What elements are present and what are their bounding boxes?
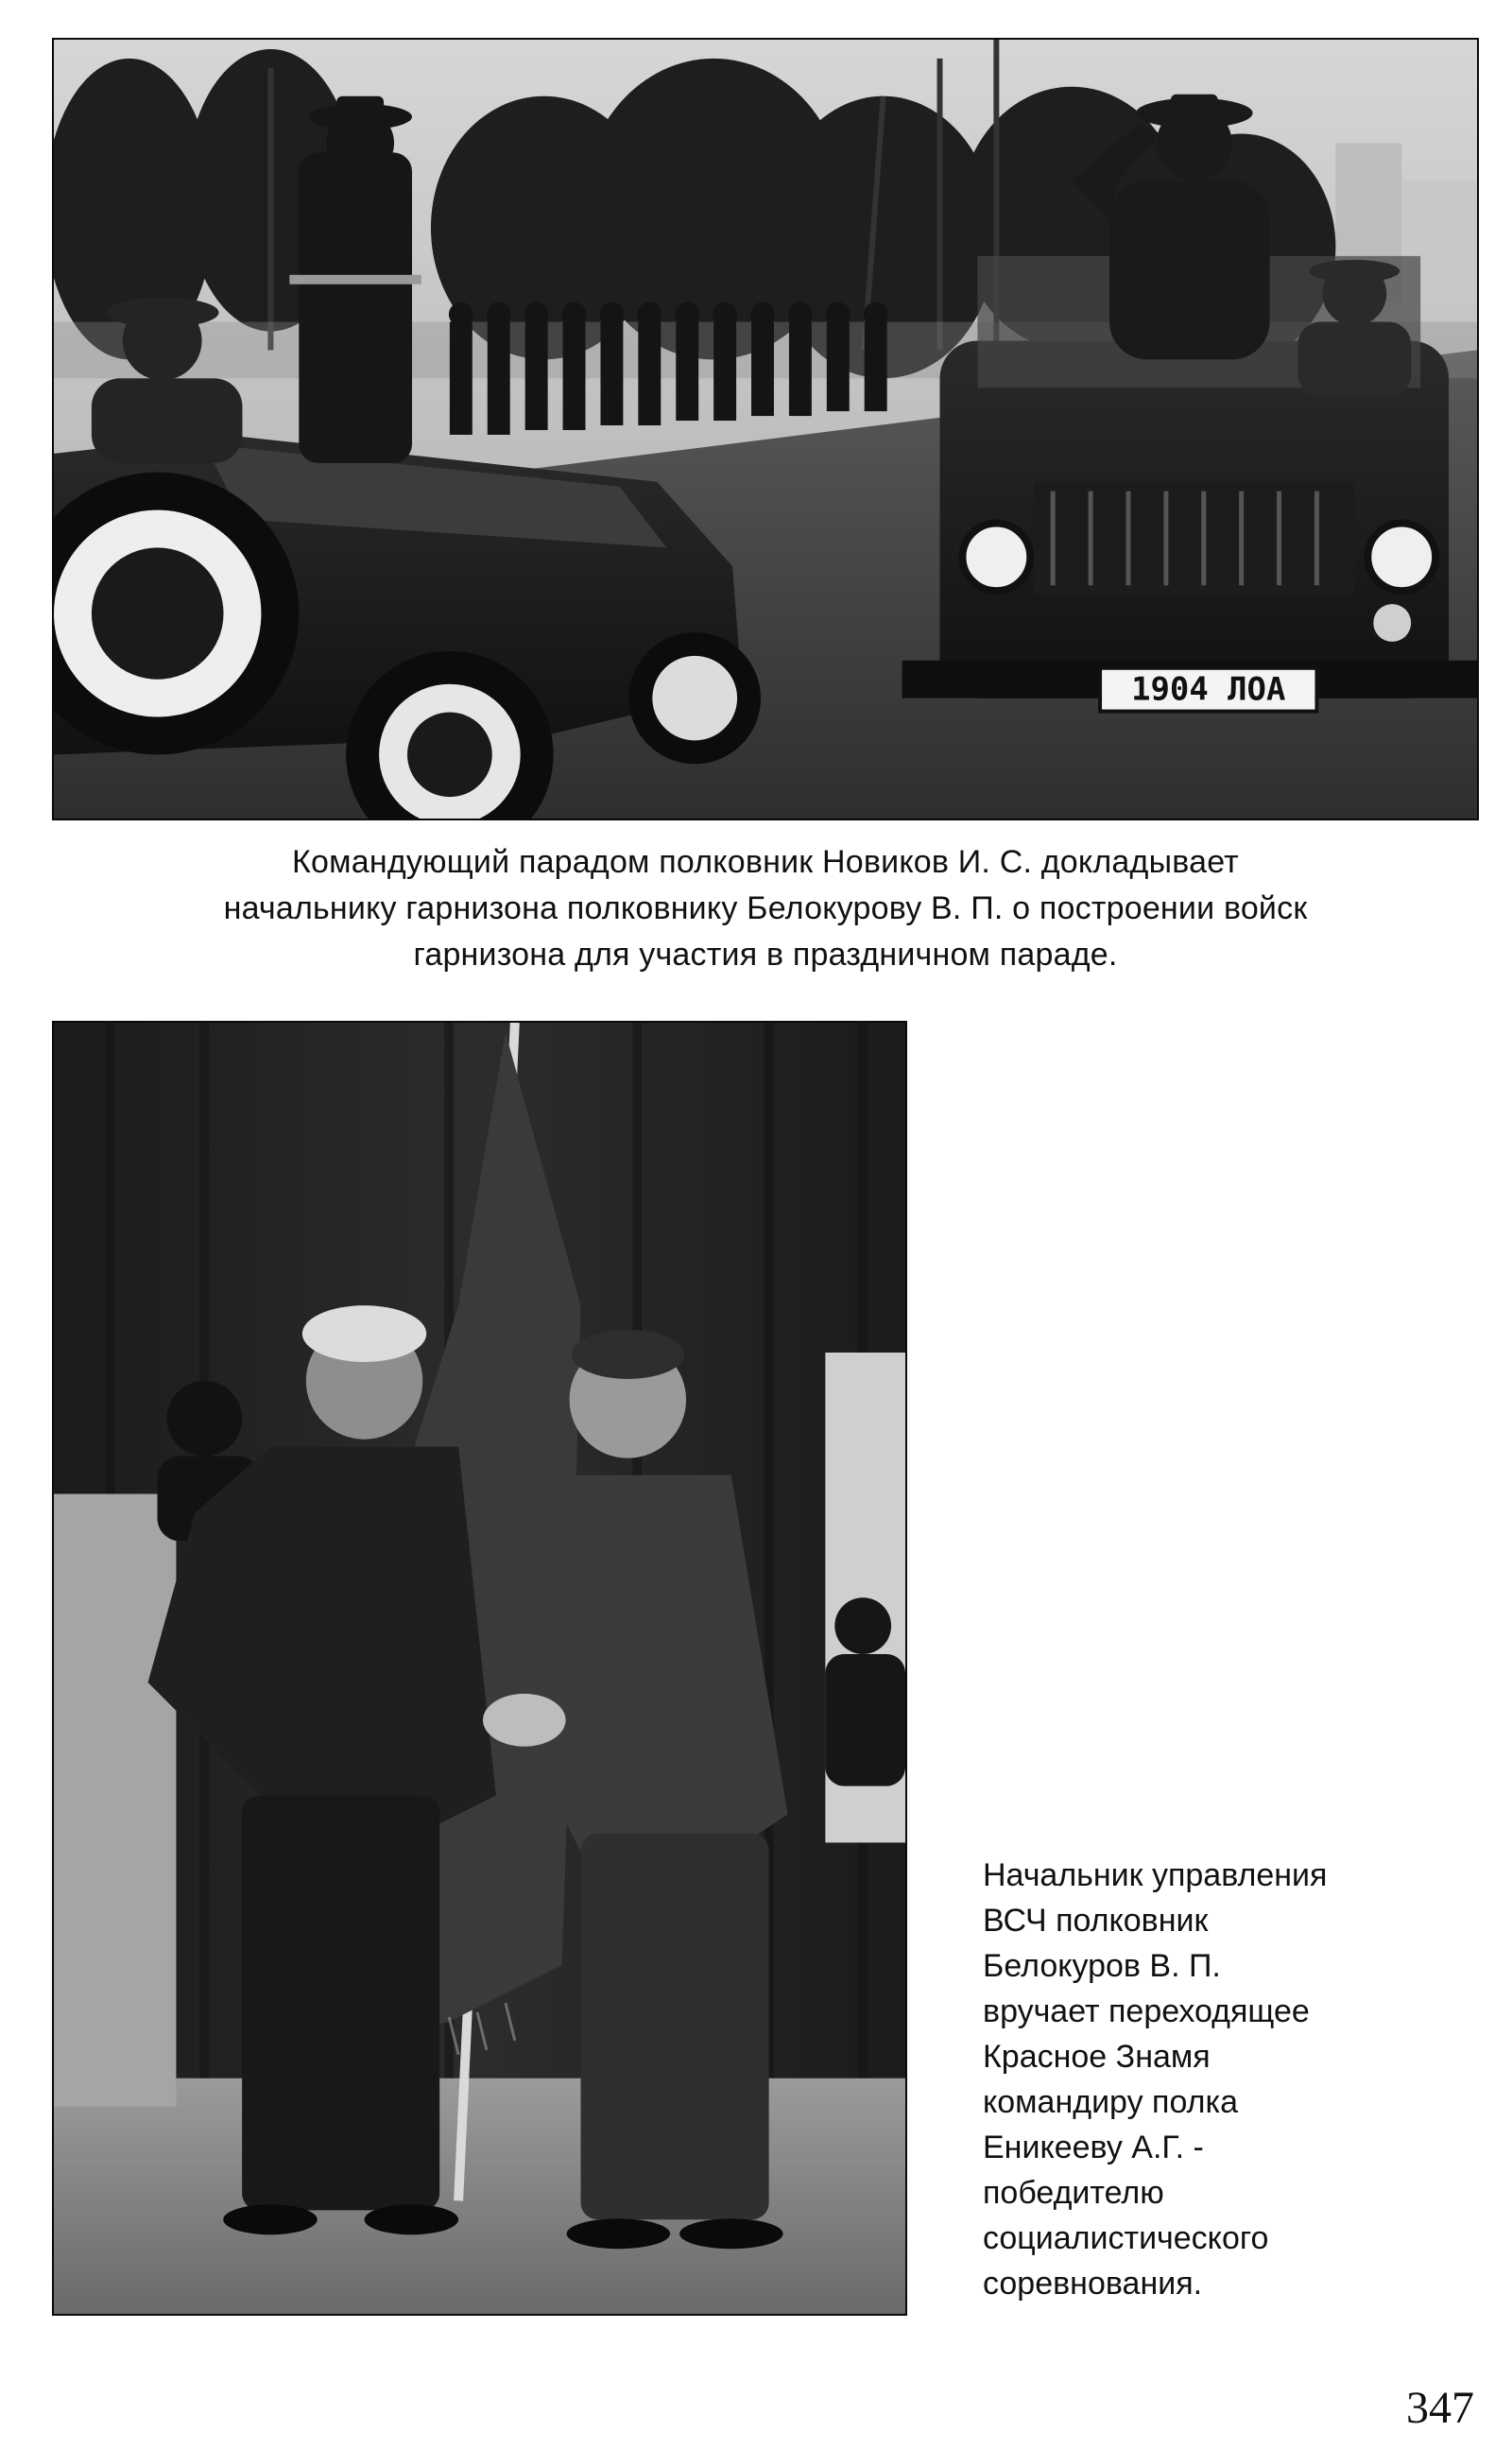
parade-photo	[52, 38, 1479, 820]
caption-line: соревнования.	[983, 2266, 1203, 2302]
page-number: 347	[1406, 2383, 1474, 2433]
caption-line: начальнику гарнизона полковнику Белокурову В. П. о построении войск	[223, 890, 1308, 926]
caption-line: ВСЧ полковник	[983, 1903, 1209, 1939]
caption-line: Красное Знамя	[983, 2039, 1211, 2075]
bottom-photo-caption	[983, 1853, 1474, 2306]
caption-line: Еникееву А.Г. -	[983, 2130, 1204, 2165]
banner-ceremony-illustration	[54, 1023, 905, 2314]
top-photo-caption	[57, 839, 1474, 978]
license-plate-text: 1904 ЛОА	[1131, 670, 1286, 708]
caption-line: социалистического	[983, 2220, 1269, 2256]
banner-ceremony-photo	[52, 1021, 907, 2316]
parade-photo-illustration	[54, 40, 1477, 819]
podium	[54, 1494, 176, 2107]
caption-line: Белокуров В. П.	[983, 1948, 1221, 1984]
caption-line: вручает переходящее	[983, 1993, 1310, 2029]
caption-line: победителю	[983, 2175, 1164, 2211]
caption-line: Начальник управления	[983, 1857, 1328, 1893]
handshake	[483, 1694, 566, 1747]
caption-line: командиру полка	[983, 2084, 1238, 2120]
caption-line: гарнизона для участия в праздничном параде.	[413, 937, 1118, 973]
caption-line: Командующий парадом полковник Новиков И. С. докладывает	[292, 844, 1239, 880]
